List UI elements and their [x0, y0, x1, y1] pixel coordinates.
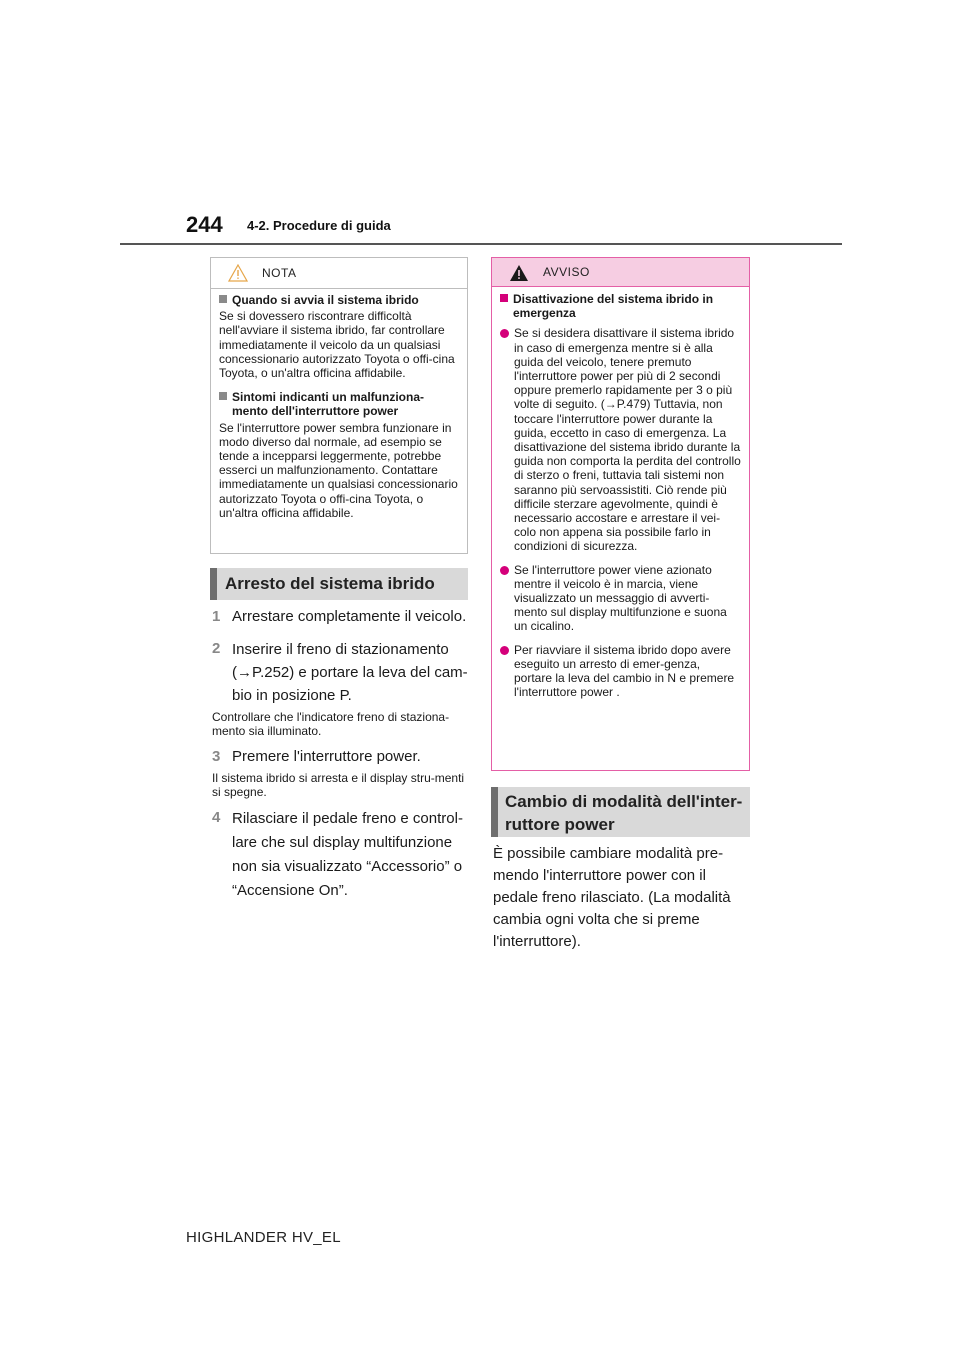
- page-number: 244: [186, 212, 223, 237]
- step-note: Il sistema ibrido si arresta e il display stru-menti si spegne.: [212, 771, 465, 799]
- nota-item-text: Se si dovessero riscontrare difficoltà nell'avviare il sistema ibrido, far controllare immediatamente il veicolo da un qualsiasi concessionario autorizzato Toyota o offi-cina Toyota, o un'altra officina affidabile.: [219, 309, 455, 381]
- warning-triangle-icon: [509, 264, 529, 282]
- step-text: Premere l'interruttore power.: [232, 748, 421, 765]
- step-item: [212, 746, 474, 768]
- nota-item-title: Quando si avvia il sistema ibrido: [219, 293, 459, 307]
- avviso-bullet: Se si desidera disattivare il sistema ibrido in caso di emergenza mentre si è alla guida del veicolo, tenere premuto l'interruttore power per più di 2 secondi oppure premerlo rapidamente per 3 o più volte di seguito. (→P.479) Tuttavia, non toccare l'interruttore power durante la guida, eccetto in caso di emergenza. La disattivazione del sistema ibrido durante la guida non comporta la perdita del controllo di sterzo o freni, tuttavia tali sistemi non saranno più servoassistiti. Ciò rende più difficile sterzare agevolmente, quindi è necessario accostare e arrestare il vei-colo non appena sia possibile farlo in condizioni di sicurezza.: [500, 326, 741, 553]
- step-note: Controllare che l'indicatore freno di staziona-mento sia illuminato.: [212, 710, 450, 738]
- nota-body: [211, 289, 467, 520]
- avviso-body: [492, 287, 749, 699]
- header-rule: [120, 243, 842, 245]
- nota-label: NOTA: [262, 266, 297, 280]
- round-bullet-icon: [500, 566, 509, 575]
- nota-box: [210, 257, 468, 554]
- step-text: Rilasciare il pedale freno e control-lare che sul display multifunzione non sia visualizzato “Accessorio” o “Accensione On”.: [232, 810, 463, 899]
- section-title: 4-2. Procedure di guida: [247, 218, 391, 233]
- avviso-header: [492, 258, 749, 287]
- footer-model: HIGHLANDER HV_EL: [186, 1229, 341, 1246]
- step-item: [212, 638, 474, 707]
- step-number: 2: [212, 640, 221, 657]
- avviso-title: Disattivazione del sistema ibrido in emergenza: [500, 292, 741, 320]
- square-bullet-icon: [219, 295, 227, 303]
- caution-triangle-icon: [228, 264, 248, 282]
- cambio-paragraph: È possibile cambiare modalità pre-mendo l'interruttore power con il pedale freno rilasciato. (La modalità cambia ogni volta che si preme l'interruttore).: [493, 845, 731, 950]
- square-bullet-icon: [219, 392, 227, 400]
- square-bullet-icon: [500, 294, 508, 302]
- avviso-box: [491, 257, 750, 771]
- nota-item-text: Se l'interruttore power sembra funzionare in modo diverso dal normale, ad esempio se tende a incepparsi leggermente, potrebbe esserci un malfunzionamento. Contattare immediatamente un qualsiasi concessionario autorizzato Toyota o offi-cina Toyota, o un'altra officina affidabile.: [219, 420, 458, 520]
- heading-cambio: Cambio di modalità dell'inter- ruttore power: [491, 787, 750, 837]
- step-item: [212, 606, 474, 628]
- step-text: Inserire il freno di stazionamento (→P.252) e portare la leva del cam-bio in posizione P.: [232, 641, 468, 704]
- step-item: [212, 807, 474, 903]
- step-number: 3: [212, 748, 221, 765]
- steps-list: [212, 606, 474, 903]
- avviso-label: AVVISO: [543, 265, 590, 279]
- round-bullet-icon: [500, 329, 509, 338]
- round-bullet-icon: [500, 646, 509, 655]
- nota-item-title: Sintomi indicanti un malfunziona- mento dell'interruttore power: [219, 390, 459, 418]
- step-number: 4: [212, 809, 221, 826]
- avviso-bullet: Se l'interruttore power viene azionato mentre il veicolo è in marcia, viene visualizzato un messaggio di avverti-mento sul display multifunzione e suona un cicalino.: [500, 563, 741, 634]
- heading-arresto: Arresto del sistema ibrido: [210, 568, 468, 600]
- step-number: 1: [212, 608, 221, 625]
- avviso-bullet: Per riavviare il sistema ibrido dopo avere eseguito un arresto di emer-genza, portare la leva del cambio in N e premere l'interruttore power .: [500, 643, 741, 700]
- step-text: Arrestare completamente il veicolo.: [232, 608, 467, 625]
- nota-header: [211, 258, 467, 289]
